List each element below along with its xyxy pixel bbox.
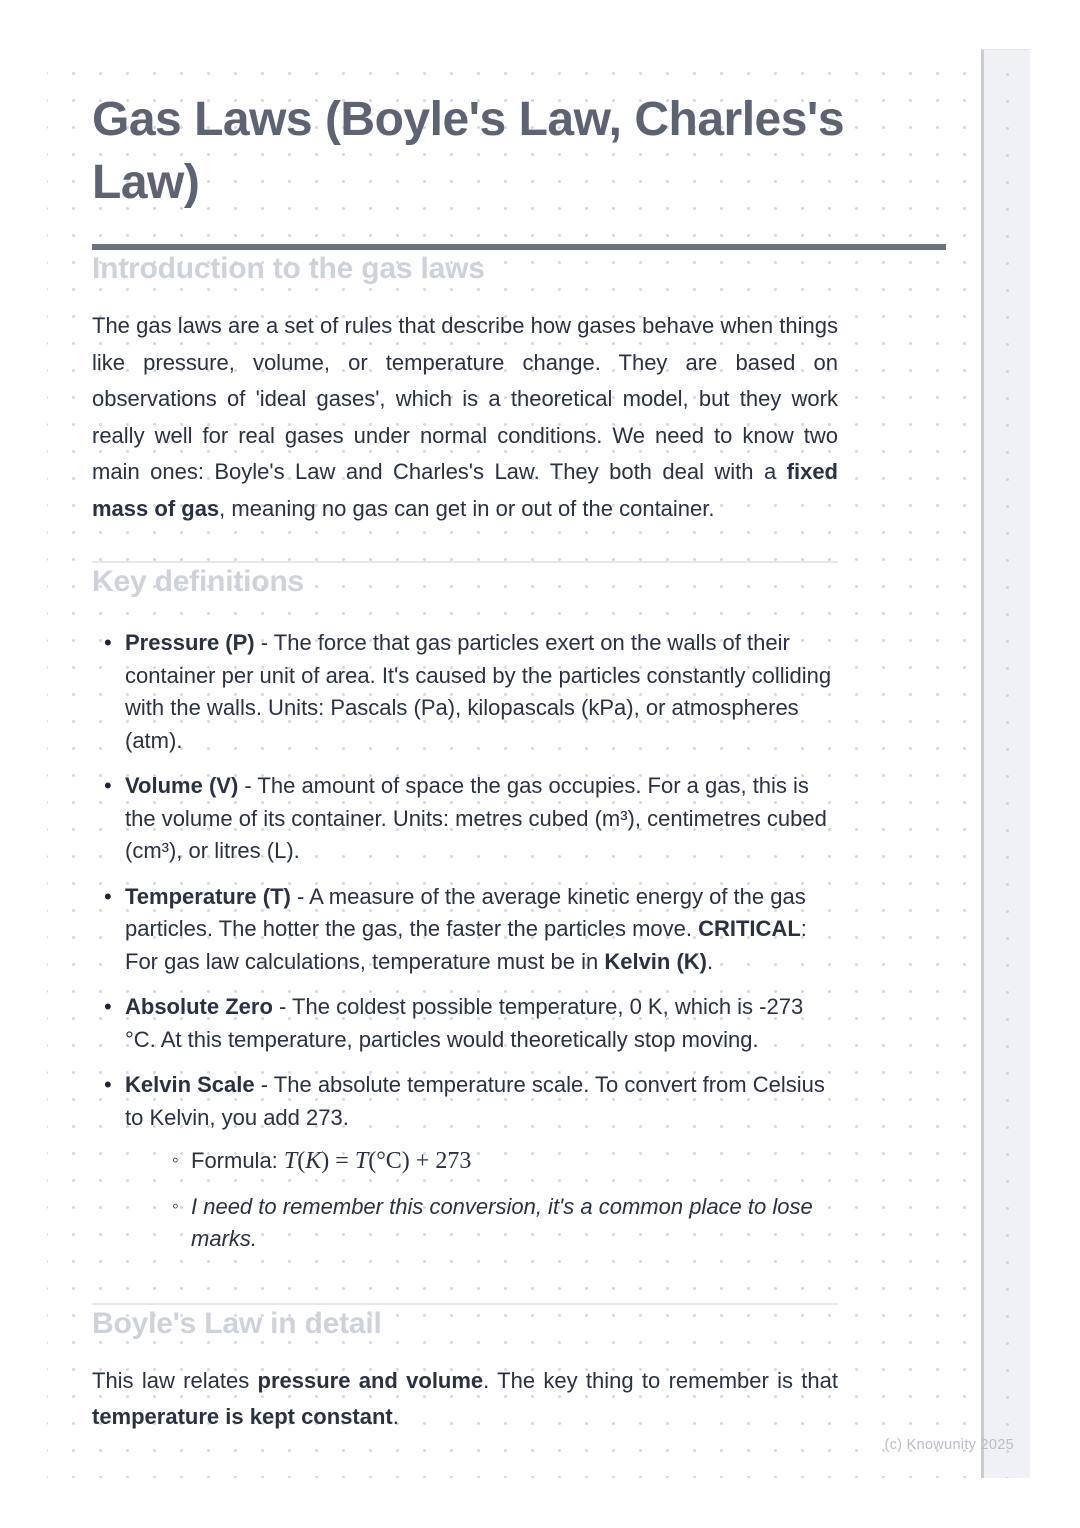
bullet-icon: • — [104, 1072, 112, 1097]
list-item — [92, 627, 838, 757]
copyright-watermark: (c) Knowunity 2025 — [884, 1437, 1014, 1453]
section-boyles-law — [92, 1305, 946, 1436]
sub-bullet-icon: ◦ — [172, 1150, 179, 1171]
section-introduction — [92, 250, 946, 527]
section-heading-boyles-law: Boyle's Law in detail — [92, 1306, 382, 1340]
list-item — [92, 770, 838, 868]
note-content — [92, 88, 946, 1436]
definitions-list — [92, 627, 838, 1269]
sub-list-item — [158, 1191, 838, 1256]
bullet-icon: • — [104, 773, 112, 798]
reminder-note-text: I need to remember this conversion, it's a common place to lose marks. — [191, 1193, 813, 1251]
sub-bullet-icon: ◦ — [172, 1195, 179, 1217]
list-item-text — [125, 1069, 838, 1269]
list-item-text: Pressure (P) - The force that gas particles exert on the walls of their container per unit of area. It's caused by the particles constantly colliding with the walls. Units: Pascals (Pa), kilopascals (kPa), or atmospheres (atm). — [125, 630, 832, 753]
boyles-law-paragraph: This law relates pressure and volume. The key thing to remember is that temperature is kept constant. — [92, 1367, 838, 1429]
list-item-main-text: Kelvin Scale - The absolute temperature scale. To convert from Celsius to Kelvin, you add 273. — [125, 1072, 825, 1130]
next-page-edge[interactable] — [981, 49, 1030, 1478]
formula-text: Formula: T(K) = T(°C) + 273 — [191, 1148, 472, 1174]
list-item-text: Absolute Zero - The coldest possible temperature, 0 K, which is -273 °C. At this temperature, particles would theoretically stop moving. — [125, 994, 804, 1052]
section-heading-introduction: Introduction to the gas laws — [92, 252, 485, 285]
section-key-definitions — [92, 563, 946, 1269]
list-item — [92, 991, 838, 1056]
sub-list-item — [158, 1145, 838, 1178]
intro-paragraph: The gas laws are a set of rules that describe how gases behave when things like pressure, volume, or temperature change. They are based on observations of 'ideal gases', which is a theoretical model, but they work really well for real gases under normal conditions. We need to know two main ones: Boyle's Law and Charles's Law. They both deal with a fixed mass of gas, meaning no gas can get in or out of the container. — [92, 313, 838, 521]
section-heading-key-definitions: Key definitions — [92, 565, 305, 598]
list-item — [92, 1069, 838, 1269]
bullet-icon: • — [104, 994, 112, 1019]
list-item-text: Volume (V) - The amount of space the gas occupies. For a gas, this is the volume of its container. Units: metres cubed (m³), centimetres cubed (cm³), or litres (L). — [125, 773, 827, 863]
page-title: Gas Laws (Boyle's Law, Charles's Law) — [92, 93, 845, 209]
bullet-icon: • — [104, 630, 112, 655]
list-item — [92, 881, 838, 979]
kelvin-sublist — [158, 1145, 838, 1256]
list-item-text: Temperature (T) - A measure of the average kinetic energy of the gas particles. The hotter the gas, the faster the particles move. CRITICAL: For gas law calculations, temperature must be in Kelvin (K). — [125, 883, 807, 974]
bullet-icon: • — [104, 883, 112, 909]
